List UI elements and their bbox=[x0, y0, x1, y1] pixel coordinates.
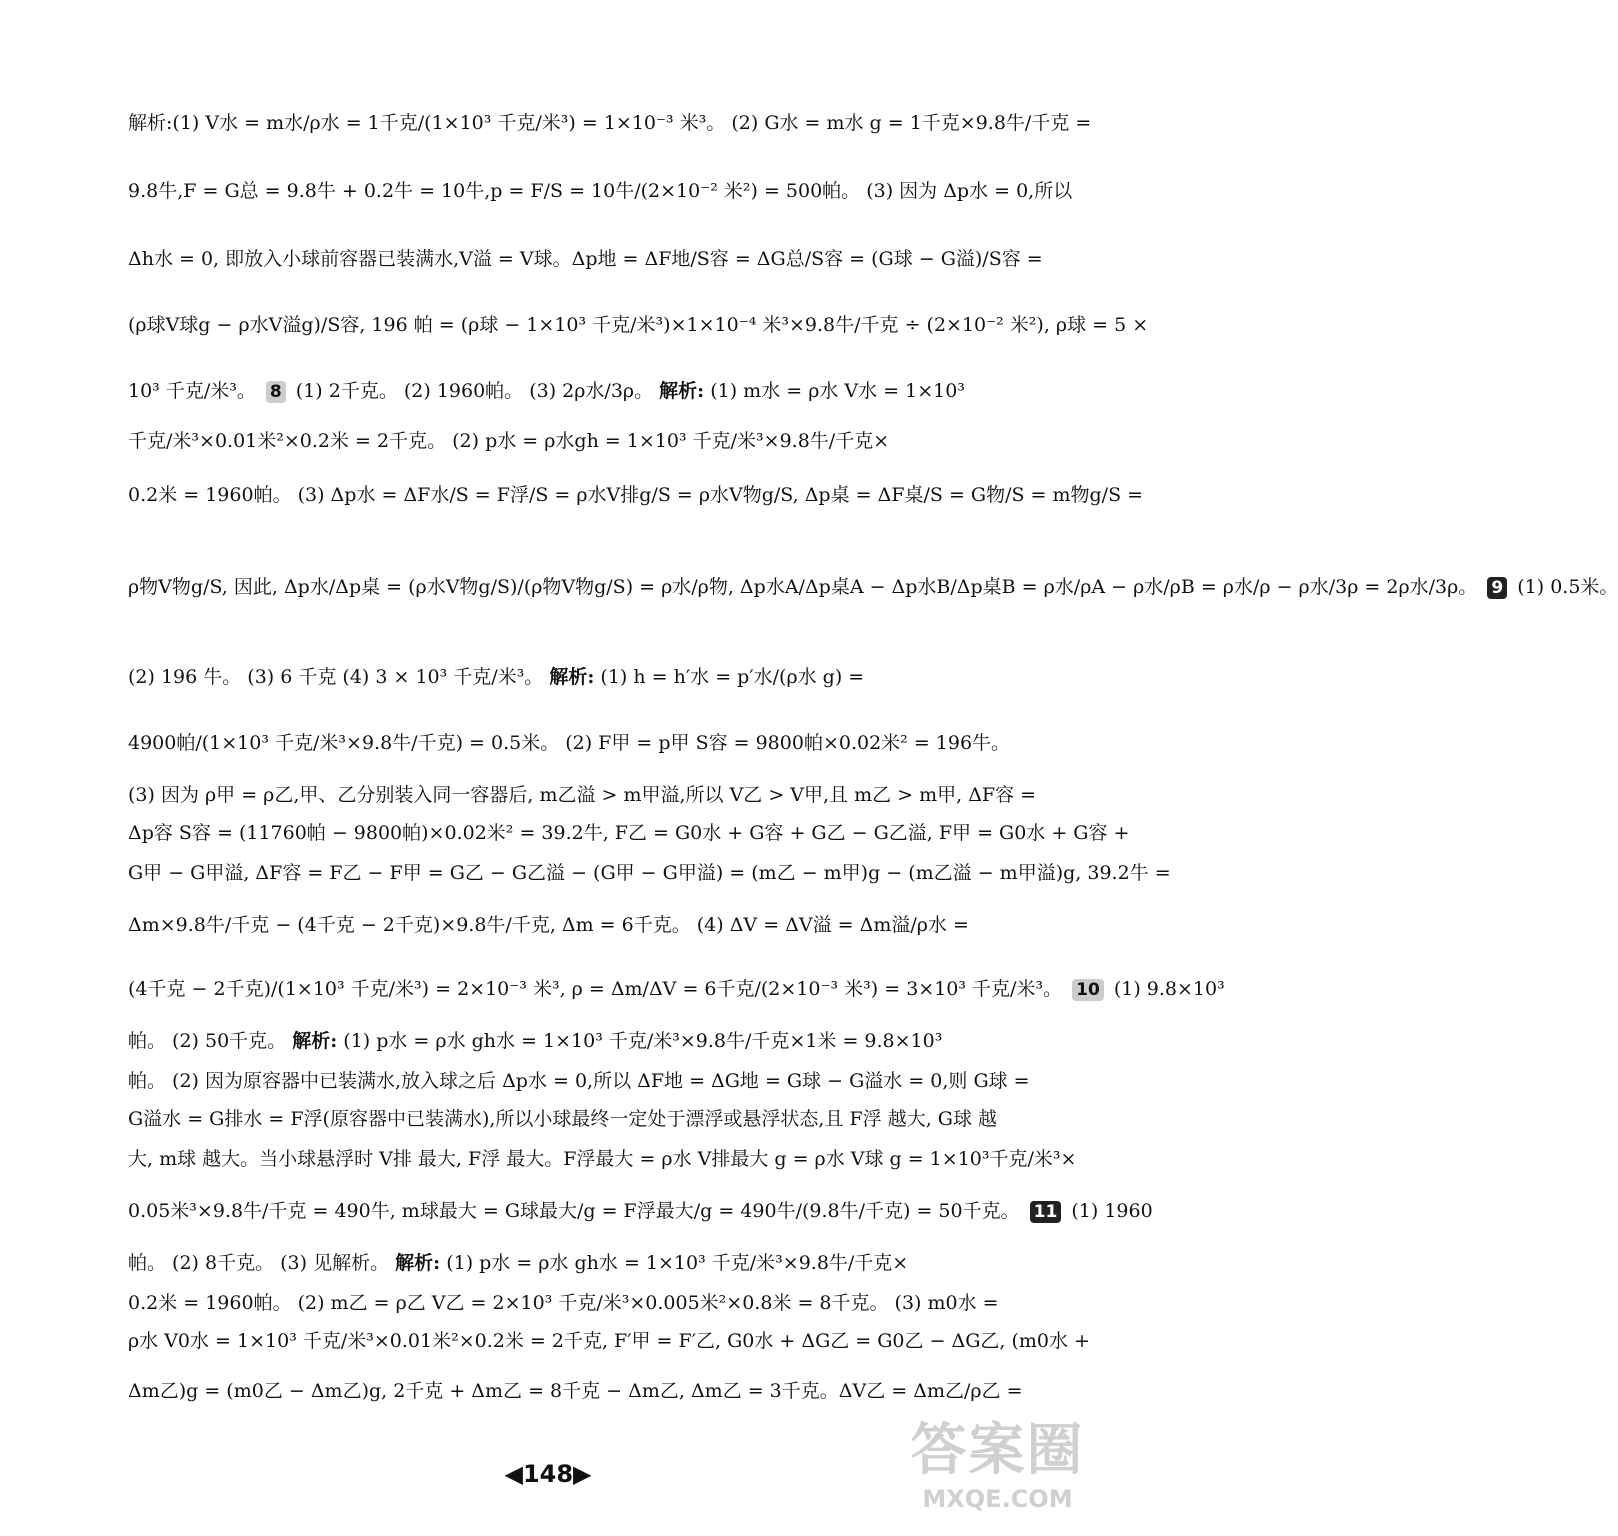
text-segment: (1) h = h′水 = p′水/(ρ水 g) = bbox=[600, 666, 865, 688]
text-line: Δm×9.8牛/千克 − (4千克 − 2千克)×9.8牛/千克, Δm = 6千克。 (4) ΔV = ΔV溢 = Δm溢/ρ水 = bbox=[128, 914, 969, 936]
question-number-badge: 9 bbox=[1487, 577, 1507, 599]
answer-text: (1) 0.5米。 bbox=[1517, 576, 1618, 598]
text-line bbox=[128, 1250, 1016, 1276]
text-segment: 帕。 (2) 8千克。 (3) 见解析。 bbox=[128, 1252, 390, 1274]
watermark-logo bbox=[905, 1418, 1090, 1530]
text-segment: 0.05米³×9.8牛/千克 = 490牛, m球最大 = G球最大/g = F浮最大/g = 490牛/(9.8牛/千克) = 50千克。 bbox=[128, 1200, 1020, 1222]
text-line: ρ水 V0水 = 1×10³ 千克/米³×0.01米²×0.2米 = 2千克, F′甲 = F′乙, G0水 + ΔG乙 = G0乙 − ΔG乙, (m0水 + bbox=[128, 1330, 1090, 1352]
text-line bbox=[128, 1198, 1153, 1224]
text-line: Δm乙)g = (m0乙 − Δm乙)g, 2千克 + Δm乙 = 8千克 − Δm乙, Δm乙 = 3千克。ΔV乙 = Δm乙/ρ乙 = bbox=[128, 1380, 1023, 1402]
text-line: 9.8牛,F = G总 = 9.8牛 + 0.2牛 = 10牛,p = F/S = 10牛/(2×10⁻² 米²) = 500帕。 (3) 因为 Δp水 = 0,所以 bbox=[128, 180, 1073, 202]
text-line bbox=[128, 378, 1016, 404]
text-segment: (1) p水 = ρ水 gh水 = 1×10³ 千克/米³×9.8牛/千克× bbox=[446, 1252, 909, 1274]
analysis-label: 解析: bbox=[292, 1030, 338, 1052]
analysis-label: 解析: bbox=[659, 380, 705, 402]
text-segment: (2) 196 牛。 (3) 6 千克 (4) 3 × 10³ 千克/米³。 bbox=[128, 666, 544, 688]
text-line: G溢水 = G排水 = F浮(原容器中已装满水),所以小球最终一定处于漂浮或悬浮状态,且 F浮 越大, G球 越 bbox=[128, 1108, 998, 1130]
watermark-text: 答案圈 bbox=[910, 1418, 1085, 1483]
text-segment: (1) p水 = ρ水 gh水 = 1×10³ 千克/米³×9.8牛/千克×1米 = 9.8×10³ bbox=[343, 1030, 943, 1052]
text-line: (ρ球V球g − ρ水V溢g)/S容, 196 帕 = (ρ球 − 1×10³ 千克/米³)×1×10⁻⁴ 米³×9.8牛/千克 ÷ (2×10⁻² 米²), ρ球 = 5 × bbox=[128, 314, 1149, 336]
text-segment: 10³ 千克/米³。 bbox=[128, 380, 256, 402]
text-line bbox=[128, 1028, 1016, 1054]
text-line: 帕。 (2) 因为原容器中已装满水,放入球之后 Δp水 = 0,所以 ΔF地 = ΔG地 = G球 − G溢水 = 0,则 G球 = bbox=[128, 1070, 1030, 1092]
text-line bbox=[128, 574, 1618, 600]
text-line: 0.2米 = 1960帕。 (3) Δp水 = ΔF水/S = F浮/S = ρ水V排g/S = ρ水V物g/S, Δp桌 = ΔF桌/S = G物/S = m物g/S = bbox=[128, 484, 1144, 506]
text-segment: (1) m水 = ρ水 V水 = 1×10³ bbox=[710, 380, 965, 402]
watermark-url: MXQE.COM bbox=[922, 1485, 1073, 1513]
answer-text: (1) 2千克。 (2) 1960帕。 (3) 2ρ水/3ρ。 bbox=[295, 380, 654, 402]
text-line: 0.2米 = 1960帕。 (2) m乙 = ρ乙 V乙 = 2×10³ 千克/米³×0.005米²×0.8米 = 8千克。 (3) m0水 = bbox=[128, 1292, 999, 1314]
text-line: 4900帕/(1×10³ 千克/米³×9.8牛/千克) = 0.5米。 (2) F甲 = p甲 S容 = 9800帕×0.02米² = 196牛。 bbox=[128, 732, 1011, 754]
text-line: 解析:(1) V水 = m水/ρ水 = 1千克/(1×10³ 千克/米³) = 1×10⁻³ 米³。 (2) G水 = m水 g = 1千克×9.8牛/千克 = bbox=[128, 112, 1092, 134]
text-line: G甲 − G甲溢, ΔF容 = F乙 − F甲 = G乙 − G乙溢 − (G甲 − G甲溢) = (m乙 − m甲)g − (m乙溢 − m甲溢)g, 39.2牛 = bbox=[128, 862, 1171, 884]
question-number-badge: 10 bbox=[1072, 979, 1104, 1001]
text-line: 千克/米³×0.01米²×0.2米 = 2千克。 (2) p水 = ρ水gh = 1×10³ 千克/米³×9.8牛/千克× bbox=[128, 430, 890, 452]
answer-text: (1) 1960 bbox=[1071, 1200, 1153, 1222]
text-line bbox=[128, 976, 1225, 1002]
text-line bbox=[128, 664, 1016, 690]
analysis-label: 解析: bbox=[395, 1252, 441, 1274]
analysis-label: 解析: bbox=[549, 666, 595, 688]
text-line: Δh水 = 0, 即放入小球前容器已装满水,V溢 = V球。Δp地 = ΔF地/S容 = ΔG总/S容 = (G球 − G溢)/S容 = bbox=[128, 248, 1043, 270]
question-number-badge: 8 bbox=[266, 381, 286, 403]
page-number: ◀148▶ bbox=[504, 1460, 592, 1488]
text-segment: 帕。 (2) 50千克。 bbox=[128, 1030, 287, 1052]
text-segment: (4千克 − 2千克)/(1×10³ 千克/米³) = 2×10⁻³ 米³, ρ = Δm/ΔV = 6千克/(2×10⁻³ 米³) = 3×10³ 千克/米³。 bbox=[128, 978, 1063, 1000]
text-line: 大, m球 越大。当小球悬浮时 V排 最大, F浮 最大。F浮最大 = ρ水 V排最大 g = ρ水 V球 g = 1×10³千克/米³× bbox=[128, 1148, 1077, 1170]
question-number-badge: 11 bbox=[1030, 1201, 1062, 1223]
text-segment: ρ物V物g/S, 因此, Δp水/Δp桌 = (ρ水V物g/S)/(ρ物V物g/S) = ρ水/ρ物, Δp水A/Δp桌A − Δp水B/Δp桌B = ρ水/ρA − ρ水/ρB = ρ水/ρ − ρ水/3ρ = 2ρ水/3ρ。 bbox=[128, 576, 1478, 598]
text-line: (3) 因为 ρ甲 = ρ乙,甲、乙分别装入同一容器后, m乙溢 > m甲溢,所以 V乙 > V甲,且 m乙 > m甲, ΔF容 = bbox=[128, 784, 1037, 806]
text-line: Δp容 S容 = (11760帕 − 9800帕)×0.02米² = 39.2牛, F乙 = G0水 + G容 + G乙 − G乙溢, F甲 = G0水 + G容 + bbox=[128, 822, 1130, 844]
answer-text: (1) 9.8×10³ bbox=[1113, 978, 1225, 1000]
